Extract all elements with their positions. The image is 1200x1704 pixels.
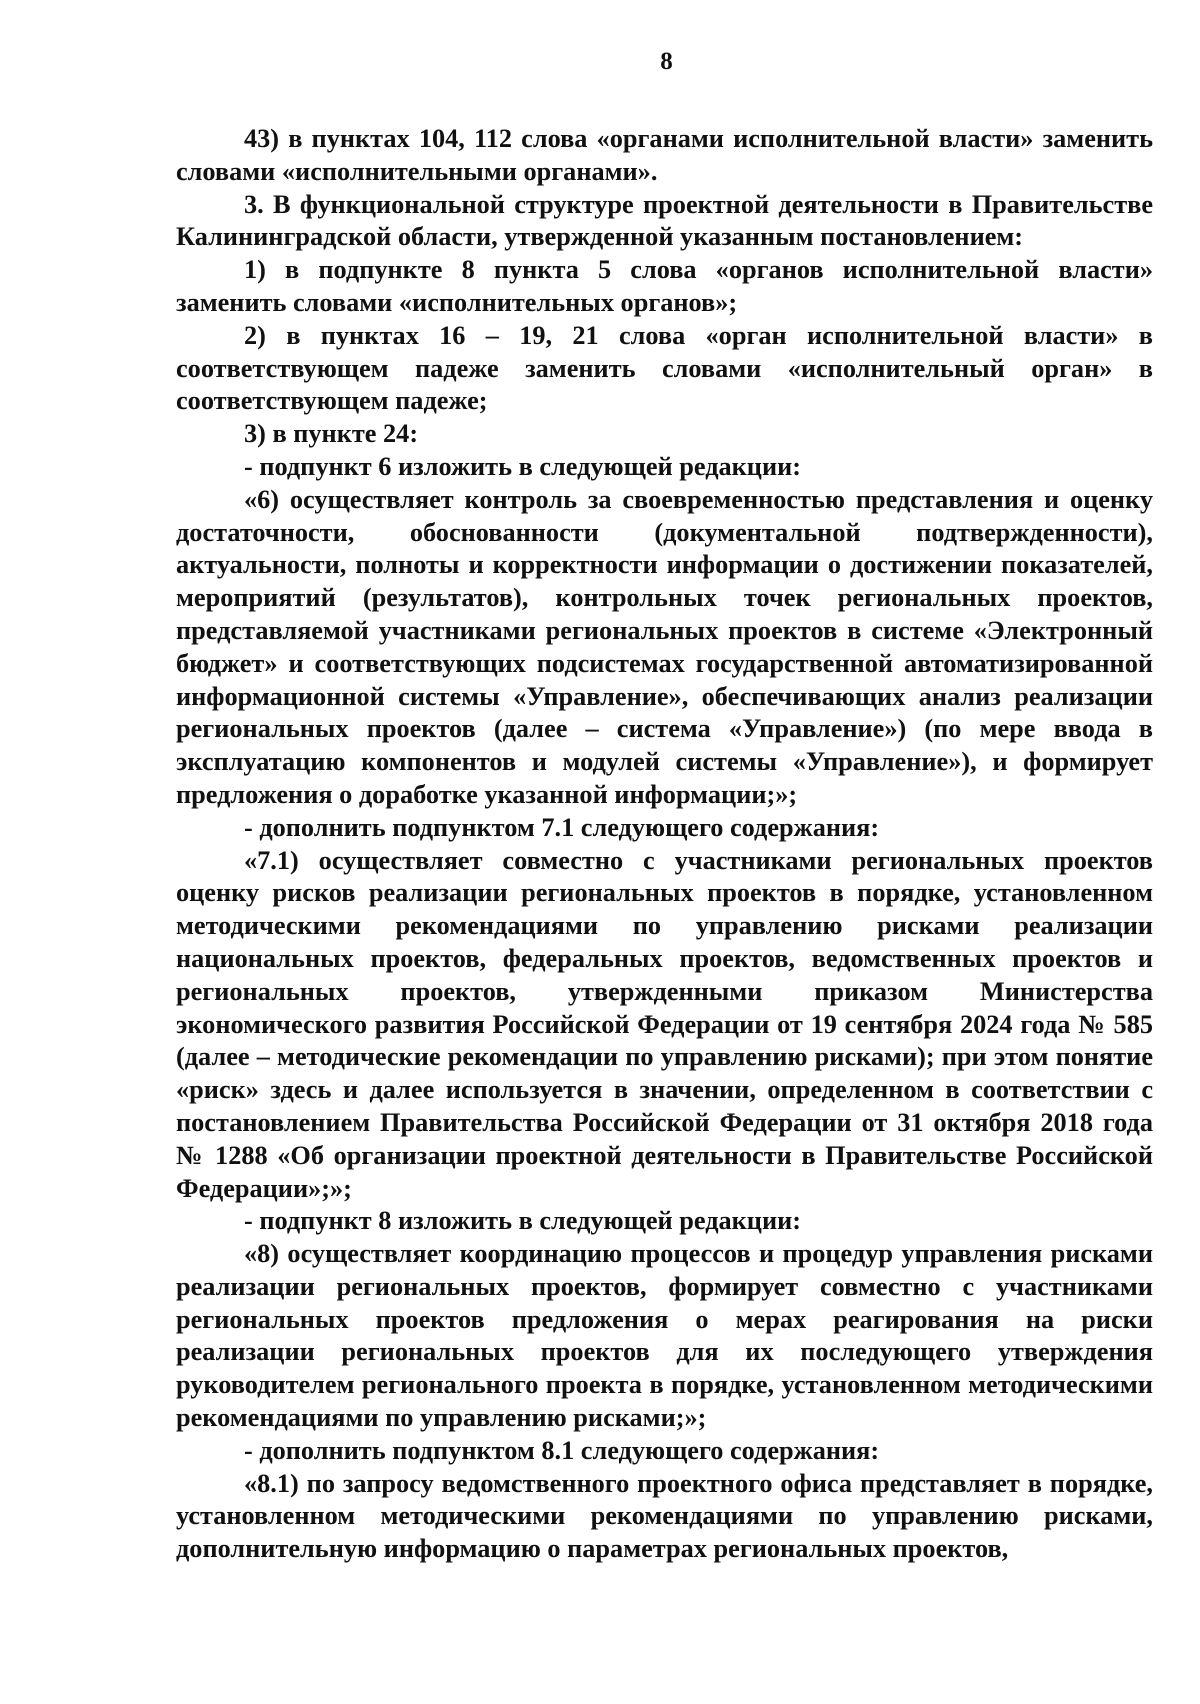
document-body: [176, 123, 1153, 1566]
page-number: 8: [660, 48, 673, 75]
paragraph-section-3: 3. В функциональной структуре проектной деятельности в Правительстве Калининградской области, утвержденной указанным постановлением:: [176, 189, 1153, 252]
paragraph-add-subpoint-8-1: - дополнить подпунктом 8.1 следующего содержания:: [244, 1435, 880, 1465]
paragraph-add-subpoint-7-1: - дополнить подпунктом 7.1 следующего содержания:: [244, 812, 880, 842]
paragraph-subpoint-7-1-text: «7.1) осуществляет совместно с участниками региональных проектов оценку рисков реализации региональных проектов в порядке, установленном методическими рекомендациями по управлению рисками реализации национальных проектов, федеральных проектов, ведомственных проектов и региональных проектов, утвержденными приказом Министерства экономического развития Российской Федерации от 19 сентября 2024 года № 585 (далее – методические рекомендации по управлению рисками); при этом понятие «риск» здесь и далее используется в значении, определенном в соответствии с постановлением Правительства Российской Федерации от 31 октября 2018 года № 1288 «Об организации проектной деятельности в Правительстве Российской Федерации»;»;: [176, 845, 1153, 1203]
paragraph-subpoint-8-text: «8) осуществляет координацию процессов и процедур управления рисками реализации региональных проектов, формирует совместно с участниками региональных проектов предложения о мерах реагирования на риски реализации региональных проектов для их последующего утверждения руководителем регионального проекта в порядке, установленном методическими рекомендациями по управлению рисками;»;: [176, 1239, 1153, 1433]
paragraph-subitem-2: 2) в пунктах 16 – 19, 21 слова «орган исполнительной власти» в соответствующем падеже заменить словами «исполнительный орган» в соответствующем падеже;: [176, 320, 1153, 416]
paragraph-subitem-3: 3) в пункте 24:: [244, 419, 419, 449]
paragraph-subpoint-8-1-text: «8.1) по запросу ведомственного проектного офиса представляет в порядке, установленном методическими рекомендациями по управлению рисками, дополнительную информацию о параметрах региональных проектов,: [176, 1468, 1153, 1564]
paragraph-amend-subpoint-8: - подпункт 8 изложить в следующей редакции:: [244, 1206, 802, 1236]
paragraph-amend-subpoint-6: - подпункт 6 изложить в следующей редакции:: [244, 451, 802, 481]
paragraph-subitem-1: 1) в подпункте 8 пункта 5 слова «органов исполнительной власти» заменить словами «исполнительных органов»;: [176, 255, 1153, 317]
paragraph-item-43: 43) в пунктах 104, 112 слова «органами исполнительной власти» заменить словами «исполнительными органами».: [176, 124, 1153, 186]
paragraph-subpoint-6-text: «6) осуществляет контроль за своевременностью представления и оценку достаточности, обоснованности (документальной подтвержденности), актуальности, полноты и корректности информации о достижении показателей, мероприятий (результатов), контрольных точек региональных проектов, представляемой участниками региональных проектов в системе «Электронный бюджет» и соответствующих подсистемах государственной автоматизированной информационной системы «Управление», обеспечивающих анализ реализации региональных проектов (далее – система «Управление») (по мере ввода в эксплуатацию компонентов и модулей системы «Управление»), и формирует предложения о доработке указанной информации;»;: [176, 484, 1153, 809]
